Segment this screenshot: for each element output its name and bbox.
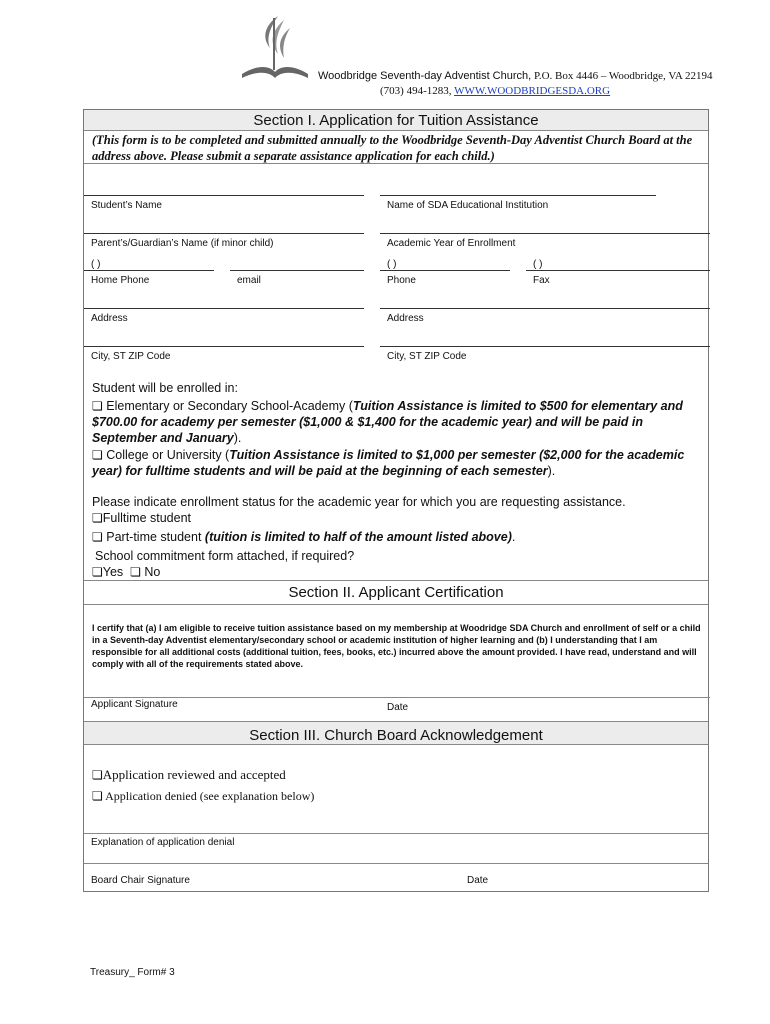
academic-year-field[interactable] — [380, 233, 710, 234]
checkbox-icon[interactable]: ❏ — [130, 565, 141, 579]
divider — [84, 744, 708, 745]
church-name: Woodbridge Seventh-day Adventist Church, — [318, 70, 532, 82]
address-label-right: Address — [387, 313, 424, 324]
divider — [84, 130, 708, 131]
option-parttime-suffix: . — [511, 530, 516, 544]
option-elementary-suffix: ). — [233, 431, 242, 445]
student-name-label: Student’s Name — [91, 200, 162, 211]
checkbox-icon[interactable]: ❏ — [92, 448, 103, 462]
board-chair-signature-label: Board Chair Signature — [91, 875, 190, 886]
denial-explanation-label: Explanation of application denial — [91, 837, 235, 848]
church-logo — [240, 14, 310, 80]
institution-label: Name of SDA Educational Institution — [387, 200, 549, 211]
option-no-label[interactable]: No — [144, 565, 161, 579]
church-address — [318, 70, 712, 82]
fax-field[interactable] — [526, 270, 710, 271]
option-accepted[interactable] — [92, 767, 286, 783]
section2-title: Section II. Applicant Certification — [288, 584, 504, 601]
option-college-label: College or University ( — [106, 448, 230, 462]
option-elementary-label: Elementary or Secondary School-Academy ( — [106, 399, 353, 413]
option-fulltime[interactable] — [92, 510, 191, 526]
fax-label: Fax — [533, 275, 550, 286]
church-phone: (703) 494-1283, — [380, 85, 452, 97]
divider — [84, 833, 708, 834]
enrolled-heading: Student will be enrolled in: — [92, 381, 238, 395]
phone-field[interactable] — [380, 270, 510, 271]
certification-text: I certify that (a) I am eligible to receive tuition assistance based on my membership at Woodridge SDA Church and enrollment of self or a child in a Seventh-day Adventist elementary/secondary school or academic institution of higher learning and (b) I understanding that I am responsible for all additional costs (additional tuition, fees, books, etc.) incurred above the amount provided. I have read, understand and will comply with all of the requirements stated above. — [92, 623, 701, 669]
applicant-signature-label: Applicant Signature — [91, 699, 178, 710]
divider — [84, 163, 708, 164]
option-parttime-note: (tuition is limited to half of the amount listed above) — [204, 530, 512, 544]
checkbox-icon[interactable]: ❏ — [92, 789, 103, 803]
institution-field[interactable] — [380, 195, 656, 196]
option-yes-label[interactable]: Yes — [102, 565, 124, 579]
section1-intro: (This form is to be completed and submitted annually to the Woodbridge Seventh-Day Adventist Church Board at the address above. Please submit a separate assistance application for each child.) — [92, 133, 693, 163]
form-id: Treasury_ Form# 3 — [90, 967, 175, 978]
academic-year-label: Academic Year of Enrollment — [387, 238, 516, 249]
option-parttime-label: Part-time student — [106, 530, 205, 544]
denial-explanation-field[interactable] — [84, 863, 708, 864]
checkbox-icon[interactable]: ❏ — [92, 511, 103, 525]
option-college[interactable] — [92, 447, 702, 479]
church-website-link[interactable]: WWW.WOODBRIDGESDA.ORG — [454, 85, 611, 97]
option-elementary[interactable] — [92, 398, 702, 446]
applicant-signature-field[interactable] — [84, 697, 710, 698]
checkbox-icon[interactable]: ❏ — [92, 399, 103, 413]
city-field-right[interactable] — [380, 346, 710, 347]
parent-name-field[interactable] — [84, 233, 364, 234]
section1-title: Section I. Application for Tuition Assistance — [253, 112, 539, 129]
parent-name-label: Parent’s/Guardian’s Name (if minor child) — [91, 238, 274, 249]
option-college-suffix: ). — [547, 464, 556, 478]
divider — [84, 580, 708, 581]
option-fulltime-label: Fulltime student — [102, 511, 191, 525]
email-label: email — [237, 275, 261, 286]
commitment-question: School commitment form attached, if required? — [95, 549, 355, 563]
city-field-left[interactable] — [84, 346, 364, 347]
phone-label: Phone — [387, 275, 416, 286]
applicant-date-label: Date — [387, 702, 409, 713]
checkbox-icon[interactable]: ❏ — [92, 768, 103, 782]
fax-area-code: ( ) — [533, 259, 543, 270]
address-field-right[interactable] — [380, 308, 710, 309]
phone-area-code: ( ) — [387, 259, 397, 270]
address-label-left: Address — [91, 313, 128, 324]
option-accepted-label: Application reviewed and accepted — [102, 767, 286, 782]
divider — [84, 604, 708, 605]
option-denied[interactable] — [92, 789, 314, 804]
option-college-note: Tuition Assistance is limited to $1,000 per semester ($2,000 for the academic year) for fulltime students and will be paid at the beginning of each semester — [92, 448, 685, 478]
option-parttime[interactable] — [92, 529, 515, 545]
home-phone-area-code: ( ) — [91, 259, 101, 270]
home-phone-field[interactable] — [84, 270, 214, 271]
email-field[interactable] — [230, 270, 364, 271]
tuition-form — [83, 109, 709, 892]
student-name-field[interactable] — [84, 195, 364, 196]
address-field-left[interactable] — [84, 308, 364, 309]
checkbox-icon[interactable]: ❏ — [92, 530, 103, 544]
city-label-left: City, ST ZIP Code — [91, 351, 171, 362]
status-heading: Please indicate enrollment status for the academic year for which you are requesting assistance. — [92, 495, 626, 509]
checkbox-icon[interactable]: ❏ — [92, 565, 103, 579]
option-elementary-note: Tuition Assistance is limited to $500 for elementary and $700.00 for academy per semester ($1,000 & $1,400 for the academic year) and will be paid in September and January — [92, 399, 683, 445]
section3-title: Section III. Church Board Acknowledgement — [249, 727, 543, 744]
board-chair-date-label: Date — [467, 875, 489, 886]
city-label-right: City, ST ZIP Code — [387, 351, 467, 362]
church-contact — [380, 85, 610, 97]
commitment-options — [92, 564, 160, 580]
po-box: P.O. Box 4446 – Woodbridge, VA 22194 — [533, 70, 713, 82]
home-phone-label: Home Phone — [91, 275, 150, 286]
option-denied-label: Application denied (see explanation below) — [105, 789, 315, 803]
